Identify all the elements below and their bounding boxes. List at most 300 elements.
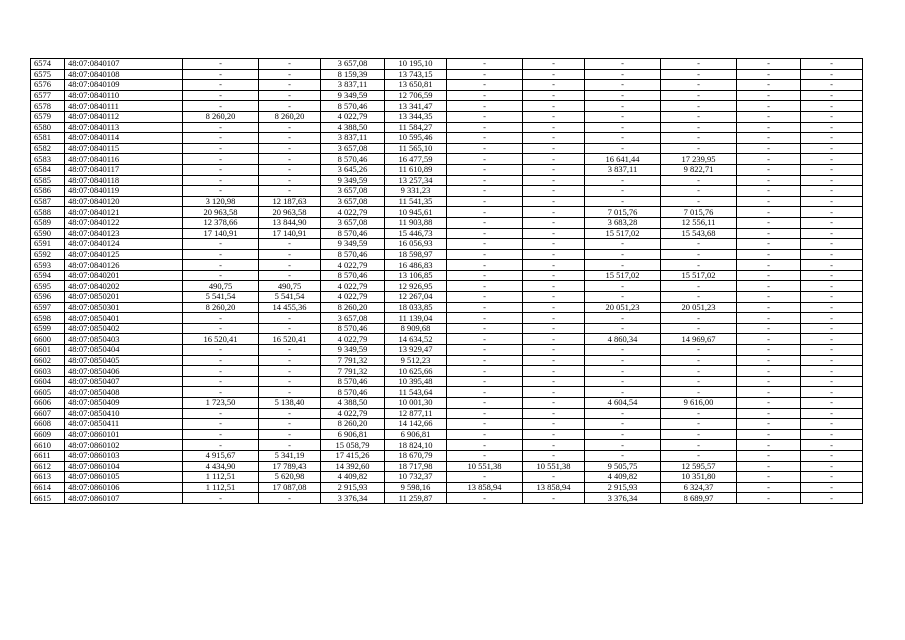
value-cell: 16 486,83 xyxy=(385,260,447,271)
value-cell: - xyxy=(737,175,801,186)
table-row xyxy=(31,387,863,398)
value-cell: - xyxy=(523,323,585,334)
value-cell: - xyxy=(447,69,523,80)
cadastral-number-cell: 48:07:0850403 xyxy=(65,334,183,345)
value-cell: - xyxy=(585,419,661,430)
value-cell: - xyxy=(585,59,661,70)
value-cell: 12 706,59 xyxy=(385,90,447,101)
value-cell: - xyxy=(661,429,737,440)
value-cell: - xyxy=(801,249,863,260)
value-cell: 14 142,66 xyxy=(385,419,447,430)
value-cell: - xyxy=(183,249,259,260)
value-cell: 10 625,66 xyxy=(385,366,447,377)
table-row xyxy=(31,217,863,228)
value-cell: - xyxy=(259,440,321,451)
table-row xyxy=(31,450,863,461)
row-number-cell: 6606 xyxy=(31,398,65,409)
value-cell: - xyxy=(801,345,863,356)
value-cell: - xyxy=(183,408,259,419)
value-cell: - xyxy=(801,302,863,313)
value-cell: - xyxy=(585,101,661,112)
value-cell: - xyxy=(259,419,321,430)
value-cell: - xyxy=(183,143,259,154)
value-cell: - xyxy=(585,450,661,461)
value-cell: 11 610,89 xyxy=(385,164,447,175)
value-cell: 4 022,79 xyxy=(321,281,385,292)
value-cell: - xyxy=(801,323,863,334)
value-cell: 8 260,20 xyxy=(321,419,385,430)
value-cell: 9 505,75 xyxy=(585,461,661,472)
value-cell: 13 858,94 xyxy=(447,482,523,493)
value-cell: - xyxy=(447,472,523,483)
value-cell: - xyxy=(737,122,801,133)
table-row xyxy=(31,260,863,271)
table-row xyxy=(31,111,863,122)
value-cell: - xyxy=(801,334,863,345)
value-cell: 13 106,85 xyxy=(385,270,447,281)
value-cell: - xyxy=(183,80,259,91)
row-number-cell: 6604 xyxy=(31,376,65,387)
value-cell: 9 822,71 xyxy=(661,164,737,175)
value-cell: - xyxy=(585,429,661,440)
value-cell: - xyxy=(183,122,259,133)
value-cell: - xyxy=(523,292,585,303)
value-cell: - xyxy=(523,493,585,504)
value-cell: - xyxy=(801,143,863,154)
value-cell: - xyxy=(523,101,585,112)
value-cell: - xyxy=(523,154,585,165)
table-row xyxy=(31,482,863,493)
value-cell: - xyxy=(523,345,585,356)
value-cell: - xyxy=(801,450,863,461)
value-cell: 4 409,82 xyxy=(585,472,661,483)
row-number-cell: 6581 xyxy=(31,133,65,144)
value-cell: - xyxy=(183,260,259,271)
value-cell: - xyxy=(259,143,321,154)
table-row xyxy=(31,80,863,91)
row-number-cell: 6578 xyxy=(31,101,65,112)
value-cell: - xyxy=(801,239,863,250)
value-cell: - xyxy=(523,334,585,345)
value-cell: - xyxy=(661,376,737,387)
value-cell: - xyxy=(259,101,321,112)
value-cell: - xyxy=(447,302,523,313)
value-cell: - xyxy=(183,270,259,281)
value-cell: - xyxy=(447,207,523,218)
value-cell: 14 455,36 xyxy=(259,302,321,313)
row-number-cell: 6607 xyxy=(31,408,65,419)
value-cell: - xyxy=(183,154,259,165)
value-cell: - xyxy=(523,355,585,366)
value-cell: 10 551,38 xyxy=(523,461,585,472)
value-cell: - xyxy=(259,90,321,101)
value-cell: - xyxy=(447,101,523,112)
cadastral-number-cell: 48:07:0840113 xyxy=(65,122,183,133)
row-number-cell: 6577 xyxy=(31,90,65,101)
value-cell: - xyxy=(585,249,661,260)
value-cell: 7 791,32 xyxy=(321,366,385,377)
value-cell: - xyxy=(661,313,737,324)
value-cell: - xyxy=(259,260,321,271)
cadastral-number-cell: 48:07:0840202 xyxy=(65,281,183,292)
row-number-cell: 6591 xyxy=(31,239,65,250)
row-number-cell: 6584 xyxy=(31,164,65,175)
value-cell: - xyxy=(259,59,321,70)
value-cell: - xyxy=(523,376,585,387)
row-number-cell: 6580 xyxy=(31,122,65,133)
value-cell: 11 543,64 xyxy=(385,387,447,398)
value-cell: - xyxy=(737,440,801,451)
value-cell: - xyxy=(737,133,801,144)
value-cell: - xyxy=(801,164,863,175)
value-cell: 14 392,60 xyxy=(321,461,385,472)
row-number-cell: 6611 xyxy=(31,450,65,461)
value-cell: - xyxy=(737,260,801,271)
value-cell: - xyxy=(183,186,259,197)
value-cell: - xyxy=(737,281,801,292)
value-cell: 15 446,73 xyxy=(385,228,447,239)
value-cell: - xyxy=(737,461,801,472)
value-cell: - xyxy=(801,292,863,303)
value-cell: - xyxy=(259,313,321,324)
value-cell: 10 195,10 xyxy=(385,59,447,70)
value-cell: - xyxy=(801,133,863,144)
value-cell: - xyxy=(183,387,259,398)
value-cell: 4 915,67 xyxy=(183,450,259,461)
value-cell: - xyxy=(523,398,585,409)
value-cell: 3 657,08 xyxy=(321,217,385,228)
row-number-cell: 6602 xyxy=(31,355,65,366)
value-cell: - xyxy=(259,186,321,197)
value-cell: - xyxy=(801,461,863,472)
value-cell: 18 824,10 xyxy=(385,440,447,451)
value-cell: 13 743,15 xyxy=(385,69,447,80)
value-cell: - xyxy=(801,207,863,218)
value-cell: - xyxy=(523,281,585,292)
table-row xyxy=(31,143,863,154)
value-cell: - xyxy=(447,398,523,409)
value-cell: 9 349,59 xyxy=(321,239,385,250)
cadastral-number-cell: 48:07:0840123 xyxy=(65,228,183,239)
value-cell: 7 015,76 xyxy=(585,207,661,218)
row-number-cell: 6597 xyxy=(31,302,65,313)
table-row xyxy=(31,313,863,324)
value-cell: - xyxy=(737,334,801,345)
value-cell: 11 903,88 xyxy=(385,217,447,228)
value-cell: 11 259,87 xyxy=(385,493,447,504)
value-cell: - xyxy=(183,366,259,377)
value-cell: 17 087,08 xyxy=(259,482,321,493)
value-cell: - xyxy=(259,133,321,144)
value-cell: - xyxy=(523,90,585,101)
value-cell: 3 837,11 xyxy=(321,133,385,144)
value-cell: - xyxy=(585,90,661,101)
row-number-cell: 6615 xyxy=(31,493,65,504)
value-cell: 13 341,47 xyxy=(385,101,447,112)
cadastral-number-cell: 48:07:0840124 xyxy=(65,239,183,250)
cadastral-number-cell: 48:07:0860106 xyxy=(65,482,183,493)
value-cell: - xyxy=(447,387,523,398)
value-cell: - xyxy=(183,101,259,112)
cadastral-number-cell: 48:07:0850401 xyxy=(65,313,183,324)
value-cell: - xyxy=(661,355,737,366)
value-cell: - xyxy=(183,69,259,80)
value-cell: - xyxy=(259,80,321,91)
value-cell: - xyxy=(523,419,585,430)
row-number-cell: 6587 xyxy=(31,196,65,207)
row-number-cell: 6599 xyxy=(31,323,65,334)
value-cell: - xyxy=(585,69,661,80)
cadastral-number-cell: 48:07:0850407 xyxy=(65,376,183,387)
value-cell: - xyxy=(801,355,863,366)
value-cell: 20 963,58 xyxy=(259,207,321,218)
value-cell: - xyxy=(661,143,737,154)
value-cell: 4 388,50 xyxy=(321,122,385,133)
value-cell: 20 963,58 xyxy=(183,207,259,218)
value-cell: 3 657,08 xyxy=(321,186,385,197)
value-cell: - xyxy=(585,387,661,398)
value-cell: - xyxy=(585,186,661,197)
value-cell: - xyxy=(447,323,523,334)
cadastral-number-cell: 48:07:0850411 xyxy=(65,419,183,430)
value-cell: - xyxy=(447,440,523,451)
value-cell: - xyxy=(523,207,585,218)
cadastral-number-cell: 48:07:0840109 xyxy=(65,80,183,91)
table-row xyxy=(31,376,863,387)
cadastral-number-cell: 48:07:0840201 xyxy=(65,270,183,281)
value-cell: - xyxy=(523,122,585,133)
value-cell: - xyxy=(737,80,801,91)
table-row xyxy=(31,461,863,472)
value-cell: - xyxy=(183,175,259,186)
table-row xyxy=(31,207,863,218)
value-cell: 17 140,91 xyxy=(183,228,259,239)
value-cell: 18 670,79 xyxy=(385,450,447,461)
value-cell: 8 260,20 xyxy=(259,111,321,122)
value-cell: - xyxy=(259,122,321,133)
value-cell: 12 378,66 xyxy=(183,217,259,228)
value-cell: - xyxy=(447,122,523,133)
value-cell: 9 598,16 xyxy=(385,482,447,493)
value-cell: - xyxy=(661,175,737,186)
value-cell: 5 341,19 xyxy=(259,450,321,461)
table-row xyxy=(31,186,863,197)
value-cell: - xyxy=(737,143,801,154)
table-row xyxy=(31,69,863,80)
value-cell: 490,75 xyxy=(183,281,259,292)
row-number-cell: 6596 xyxy=(31,292,65,303)
value-cell: 20 051,23 xyxy=(585,302,661,313)
row-number-cell: 6609 xyxy=(31,429,65,440)
table-row xyxy=(31,419,863,430)
value-cell: - xyxy=(447,164,523,175)
value-cell: 8 260,20 xyxy=(321,302,385,313)
value-cell: - xyxy=(737,90,801,101)
cadastral-number-cell: 48:07:0850402 xyxy=(65,323,183,334)
value-cell: 9 349,59 xyxy=(321,175,385,186)
value-cell: - xyxy=(183,345,259,356)
table-row xyxy=(31,472,863,483)
value-cell: - xyxy=(801,186,863,197)
value-cell: - xyxy=(801,228,863,239)
value-cell: 10 732,37 xyxy=(385,472,447,483)
value-cell: 12 556,11 xyxy=(661,217,737,228)
value-cell: 3 683,28 xyxy=(585,217,661,228)
value-cell: 13 844,90 xyxy=(259,217,321,228)
value-cell: 4 388,50 xyxy=(321,398,385,409)
value-cell: - xyxy=(447,366,523,377)
value-cell: - xyxy=(801,376,863,387)
row-number-cell: 6575 xyxy=(31,69,65,80)
value-cell: - xyxy=(447,249,523,260)
cadastral-number-cell: 48:07:0840116 xyxy=(65,154,183,165)
value-cell: - xyxy=(447,292,523,303)
value-cell: - xyxy=(585,196,661,207)
value-cell: - xyxy=(259,366,321,377)
value-cell: - xyxy=(585,239,661,250)
value-cell: - xyxy=(737,111,801,122)
value-cell: 4 022,79 xyxy=(321,207,385,218)
table-row xyxy=(31,355,863,366)
value-cell: - xyxy=(259,175,321,186)
value-cell: - xyxy=(523,217,585,228)
value-cell: - xyxy=(183,313,259,324)
cadastral-number-cell: 48:07:0860107 xyxy=(65,493,183,504)
value-cell: - xyxy=(183,164,259,175)
table-row xyxy=(31,281,863,292)
value-cell: - xyxy=(801,366,863,377)
value-cell: 15 517,02 xyxy=(585,270,661,281)
value-cell: - xyxy=(259,355,321,366)
value-cell: - xyxy=(737,239,801,250)
value-cell: - xyxy=(523,387,585,398)
value-cell: - xyxy=(523,80,585,91)
value-cell: 8 570,46 xyxy=(321,323,385,334)
value-cell: 4 022,79 xyxy=(321,260,385,271)
value-cell: - xyxy=(447,450,523,461)
value-cell: - xyxy=(737,355,801,366)
row-number-cell: 6594 xyxy=(31,270,65,281)
value-cell: 11 541,35 xyxy=(385,196,447,207)
cadastral-number-cell: 48:07:0840111 xyxy=(65,101,183,112)
value-cell: 8 570,46 xyxy=(321,376,385,387)
value-cell: - xyxy=(737,323,801,334)
value-cell: 17 239,95 xyxy=(661,154,737,165)
cadastral-number-cell: 48:07:0860101 xyxy=(65,429,183,440)
row-number-cell: 6613 xyxy=(31,472,65,483)
value-cell: 3 376,34 xyxy=(585,493,661,504)
row-number-cell: 6582 xyxy=(31,143,65,154)
cadastral-number-cell: 48:07:0850408 xyxy=(65,387,183,398)
value-cell: - xyxy=(259,164,321,175)
table-row xyxy=(31,440,863,451)
value-cell: 18 717,98 xyxy=(385,461,447,472)
value-cell: - xyxy=(737,186,801,197)
value-cell: 12 926,95 xyxy=(385,281,447,292)
value-cell: 13 858,94 xyxy=(523,482,585,493)
value-cell: 3 657,08 xyxy=(321,59,385,70)
value-cell: - xyxy=(447,143,523,154)
row-number-cell: 6586 xyxy=(31,186,65,197)
value-cell: 3 837,11 xyxy=(321,80,385,91)
table-row xyxy=(31,323,863,334)
value-cell: - xyxy=(737,482,801,493)
value-cell: 9 616,00 xyxy=(661,398,737,409)
table-row xyxy=(31,196,863,207)
value-cell: 7 015,76 xyxy=(661,207,737,218)
value-cell: - xyxy=(259,376,321,387)
value-cell: - xyxy=(801,111,863,122)
value-cell: 10 595,46 xyxy=(385,133,447,144)
value-cell: - xyxy=(447,270,523,281)
value-cell: 8 570,46 xyxy=(321,270,385,281)
value-cell: - xyxy=(259,249,321,260)
row-number-cell: 6603 xyxy=(31,366,65,377)
value-cell: - xyxy=(801,270,863,281)
table-row xyxy=(31,302,863,313)
value-cell: 5 541,54 xyxy=(259,292,321,303)
value-cell: 13 344,35 xyxy=(385,111,447,122)
table-body xyxy=(31,59,863,504)
value-cell: - xyxy=(585,355,661,366)
value-cell: - xyxy=(585,376,661,387)
value-cell: 8 570,46 xyxy=(321,228,385,239)
value-cell: - xyxy=(737,398,801,409)
value-cell: 12 187,63 xyxy=(259,196,321,207)
value-cell: - xyxy=(183,419,259,430)
value-cell: - xyxy=(801,281,863,292)
value-cell: - xyxy=(801,472,863,483)
value-cell: - xyxy=(523,186,585,197)
value-cell: - xyxy=(801,440,863,451)
value-cell: 4 604,54 xyxy=(585,398,661,409)
table-row xyxy=(31,59,863,70)
value-cell: 12 595,57 xyxy=(661,461,737,472)
value-cell: 10 551,38 xyxy=(447,461,523,472)
value-cell: - xyxy=(737,270,801,281)
value-cell: - xyxy=(801,260,863,271)
value-cell: - xyxy=(447,419,523,430)
value-cell: - xyxy=(801,217,863,228)
cadastral-number-cell: 48:07:0840117 xyxy=(65,164,183,175)
value-cell: - xyxy=(523,196,585,207)
value-cell: - xyxy=(661,186,737,197)
value-cell: - xyxy=(737,450,801,461)
value-cell: 490,75 xyxy=(259,281,321,292)
cadastral-number-cell: 48:07:0860104 xyxy=(65,461,183,472)
value-cell: - xyxy=(661,366,737,377)
value-cell: - xyxy=(447,429,523,440)
cadastral-number-cell: 48:07:0840121 xyxy=(65,207,183,218)
value-cell: 3 657,08 xyxy=(321,313,385,324)
row-number-cell: 6576 xyxy=(31,80,65,91)
cadastral-number-cell: 48:07:0840120 xyxy=(65,196,183,207)
value-cell: 8 159,39 xyxy=(321,69,385,80)
value-cell: 15 517,02 xyxy=(661,270,737,281)
value-cell: 10 395,48 xyxy=(385,376,447,387)
value-cell: - xyxy=(801,387,863,398)
table-row xyxy=(31,270,863,281)
cadastral-number-cell: 48:07:0840122 xyxy=(65,217,183,228)
value-cell: - xyxy=(447,196,523,207)
value-cell: - xyxy=(737,292,801,303)
value-cell: 15 517,02 xyxy=(585,228,661,239)
value-cell: - xyxy=(183,493,259,504)
value-cell: - xyxy=(523,228,585,239)
value-cell: - xyxy=(183,59,259,70)
value-cell: - xyxy=(737,154,801,165)
row-number-cell: 6601 xyxy=(31,345,65,356)
